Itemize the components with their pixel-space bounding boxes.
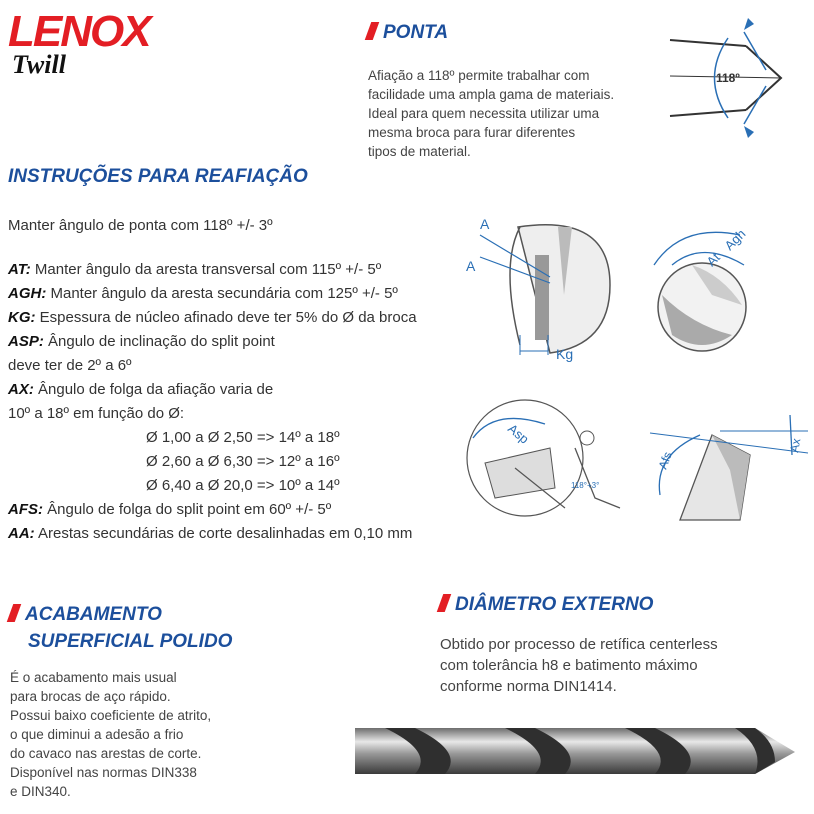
asp-diagram [455, 388, 630, 523]
instruction-asp: ASP: Ângulo de inclinação do split point [8, 333, 275, 350]
instruction-at: AT: Manter ângulo da aresta transversal com 115º +/- 5º [8, 261, 382, 278]
label-asp: Asp [505, 420, 532, 447]
brand-logo: LENOX [8, 7, 150, 56]
label-a-top: A [480, 216, 490, 232]
label-a-side: A [466, 258, 476, 274]
instruction-list [8, 258, 417, 546]
label-ax: Ax [787, 437, 804, 454]
label-afs: Afs [655, 449, 675, 472]
ponta-title: PONTA [368, 22, 448, 44]
kg-diagram [460, 205, 620, 370]
afs-ax-diagram [640, 395, 812, 525]
diameter-row: Ø 2,60 a Ø 6,30 => 12º a 16º [146, 453, 340, 470]
diametro-text: Obtido por processo de retífica centerless com tolerância h8 e batimento máximo conforme norma DIN1414. [440, 636, 718, 695]
instructions-title: INSTRUÇÕES PARA REAFIAÇÃO [8, 166, 308, 187]
instruction-aa: AA: Arestas secundárias de corte desalinhadas em 0,10 mm [8, 525, 413, 542]
brand-sub: Twill [12, 50, 66, 79]
diameter-row: Ø 6,40 a Ø 20,0 => 10º a 14º [146, 477, 340, 494]
red-tag-icon [365, 22, 380, 40]
instruction-kg: KG: Espessura de núcleo afinado deve ter 5% do Ø da broca [8, 309, 417, 326]
drill-bit-image [355, 722, 814, 780]
label-at: At [703, 249, 723, 270]
diameter-row: Ø 1,00 a Ø 2,50 => 14º a 18º [146, 429, 340, 446]
instruction-intro: Manter ângulo de ponta com 118º +/- 3º [8, 217, 273, 234]
instruction-ax: AX: Ângulo de folga da afiação varia de [8, 381, 274, 398]
angle-label: 118º [716, 71, 740, 85]
instruction-ax-cont: 10º a 18º em função do Ø: [8, 405, 185, 422]
diametro-title: DIÂMETRO EXTERNO [440, 594, 653, 616]
acabamento-text: É o acabamento mais usual para brocas de aço rápido. Possui baixo coeficiente de atrito, o que diminui a adesão a frio do cavaco nas arestas de corte. Disponível nas normas DIN338 e DIN340. [10, 670, 212, 799]
ponta-text: Afiação a 118º permite trabalhar com facilidade uma ampla gama de materiais. Ideal para quem necessita utilizar uma mesma broca para furar diferentes tipos de material. [368, 68, 615, 159]
label-angle: 118°+3° [571, 481, 600, 490]
acabamento-title: ACABAMENTO [10, 604, 162, 626]
instruction-asp-cont: deve ter de 2º a 6º [8, 357, 132, 374]
point-angle-diagram [666, 10, 806, 140]
red-tag-icon [7, 604, 22, 622]
acabamento-title-2: SUPERFICIAL POLIDO [28, 631, 233, 652]
label-kg: Kg [556, 346, 574, 362]
agh-diagram [632, 215, 772, 360]
red-tag-icon [437, 594, 452, 612]
instruction-afs: AFS: Ângulo de folga do split point em 60º +/- 5º [8, 501, 332, 518]
instruction-agh: AGH: Manter ângulo da aresta secundária com 125º +/- 5º [8, 285, 398, 302]
label-agh: Agh [721, 226, 749, 254]
